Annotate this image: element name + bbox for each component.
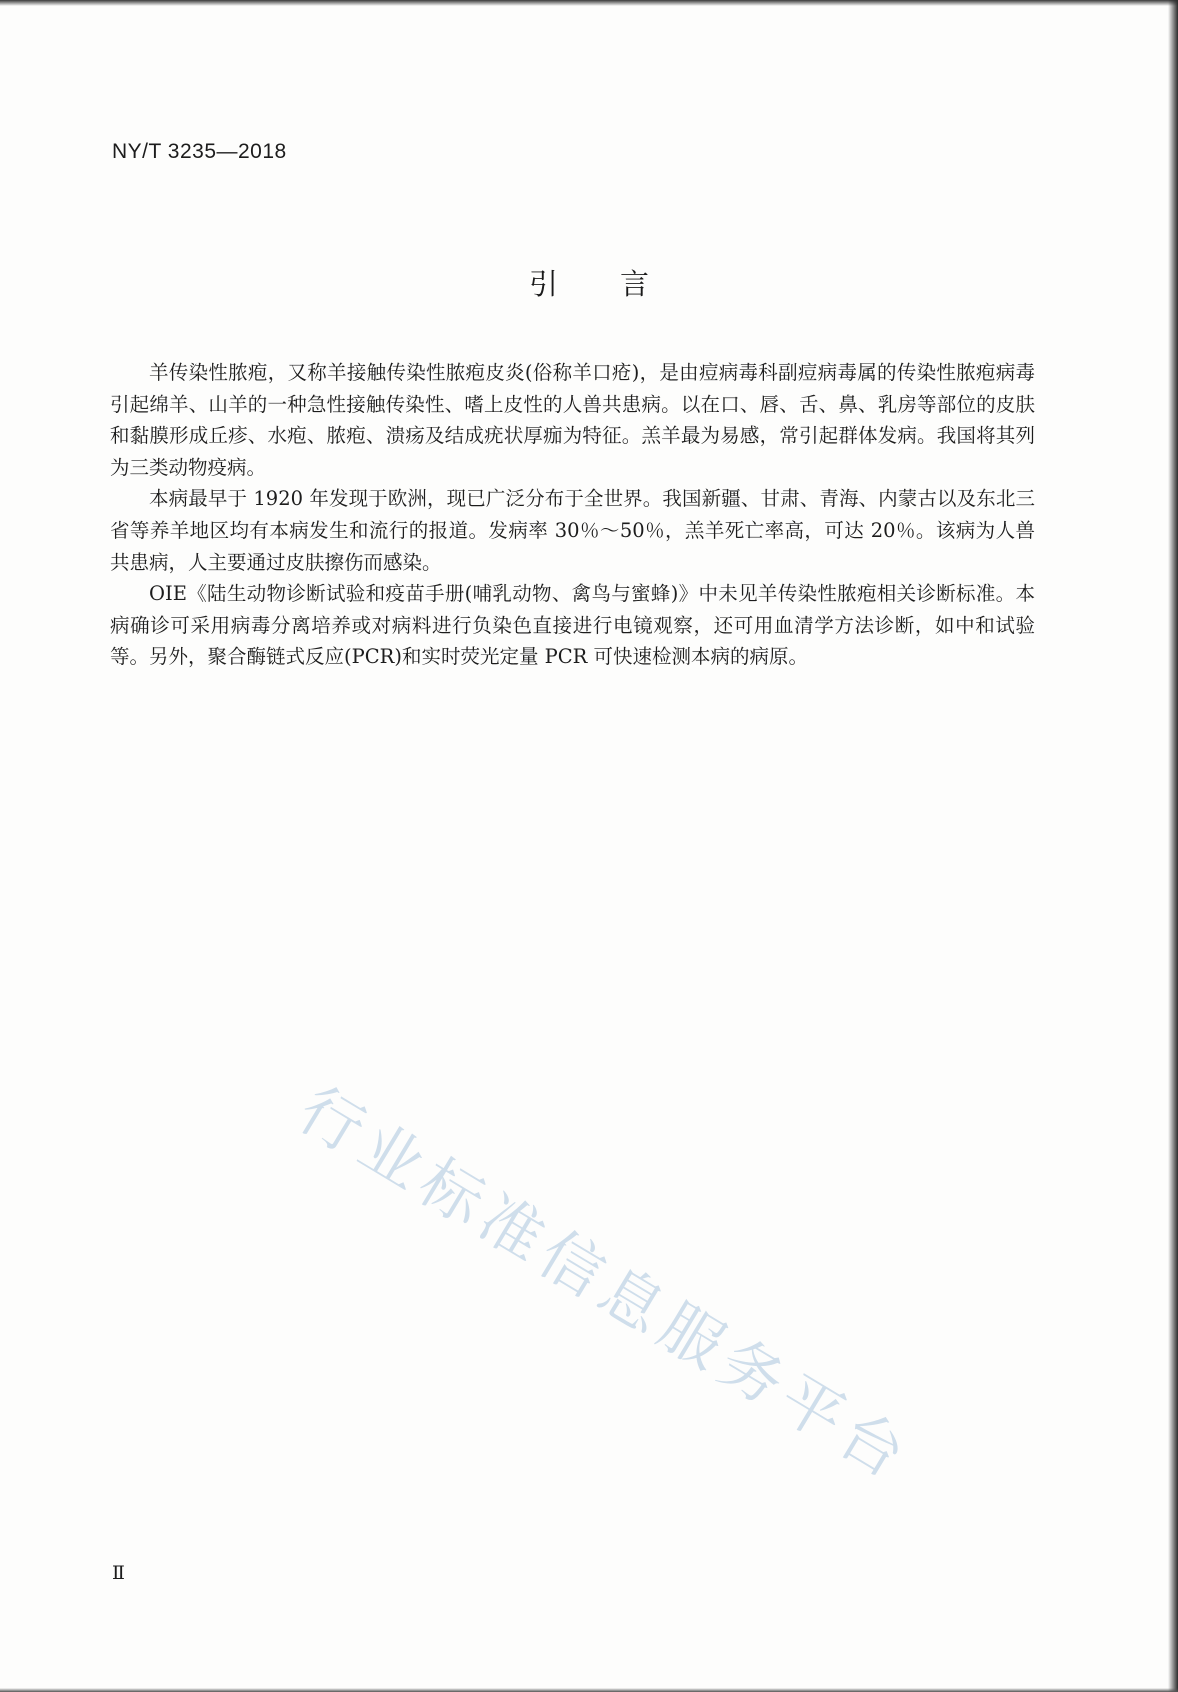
paragraph-3: OIE《陆生动物诊断试验和疫苗手册(哺乳动物、禽鸟与蜜蜂)》中未见羊传染性脓疱相关诊断标准。本病确诊可采用病毒分离培养或对病料进行负染色直接进行电镜观察，还可用血清学方法诊断，如中和试验等。另外，聚合酶链式反应(PCR)和实时荧光定量 PCR 可快速检测本病的病原。: [110, 582, 1035, 669]
scan-edge-top: [0, 0, 1178, 6]
page-number: Ⅱ: [112, 1562, 125, 1584]
document-code: NY/T 3235—2018: [112, 140, 287, 163]
paragraph-2: 本病最早于 1920 年发现于欧洲，现已广泛分布于全世界。我国新疆、甘肃、青海、内蒙古以及东北三省等养羊地区均有本病发生和流行的报道。发病率 30％～50％，羔羊死亡率高，可达 20％。该病为人兽共患病，人主要通过皮肤擦伤而感染。: [110, 487, 1035, 574]
introduction-body: [110, 357, 1035, 673]
section-title: 引言: [528, 267, 711, 301]
paragraph-1: 羊传染性脓疱，又称羊接触传染性脓疱皮炎(俗称羊口疮)，是由痘病毒科副痘病毒属的传染性脓疱病毒引起绵羊、山羊的一种急性接触传染性、嗜上皮性的人兽共患病。以在口、唇、舌、鼻、乳房等部位的皮肤和黏膜形成丘疹、水疱、脓疱、溃疡及结成疣状厚痂为特征。羔羊最为易感，常引起群体发病。我国将其列为三类动物疫病。: [110, 361, 1035, 479]
scan-edge-bottom: [0, 1688, 1178, 1692]
scan-edge-right: [1168, 0, 1178, 1692]
watermark: 行业标准信息服务平台: [286, 1072, 925, 1496]
